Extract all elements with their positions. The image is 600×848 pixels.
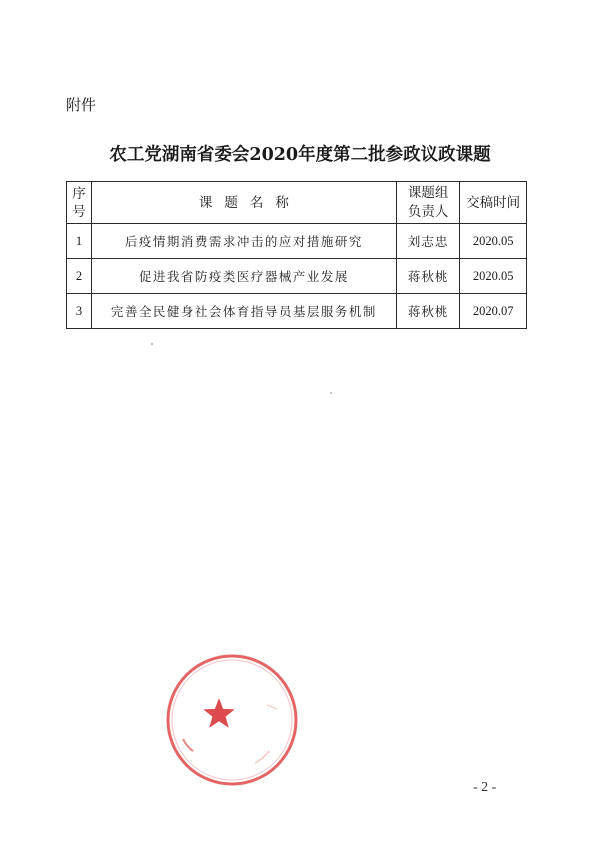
scan-speck bbox=[151, 343, 153, 345]
seal-inner-ring bbox=[172, 660, 292, 780]
official-seal bbox=[163, 651, 301, 789]
cell-owner: 蒋秋桃 bbox=[396, 259, 459, 294]
seal-arc-mark bbox=[255, 751, 269, 763]
header-no bbox=[67, 182, 92, 224]
header-no-text: 序号 bbox=[72, 185, 86, 220]
header-owner bbox=[396, 182, 459, 224]
topic-table bbox=[66, 181, 527, 329]
cell-no: 2 bbox=[67, 259, 92, 294]
table-row bbox=[67, 224, 527, 259]
document-title: 农工党湖南省委会2020年度第二批参政议政课题 bbox=[109, 145, 491, 165]
cell-owner: 刘志忠 bbox=[396, 224, 459, 259]
table-row bbox=[67, 259, 527, 294]
seal-ring bbox=[168, 656, 296, 784]
cell-title: 后疫情期消费需求冲击的应对措施研究 bbox=[91, 224, 396, 259]
header-owner-text: 课题组负责人 bbox=[407, 184, 449, 220]
cell-date: 2020.07 bbox=[460, 294, 527, 329]
cell-date: 2020.05 bbox=[460, 224, 527, 259]
cell-title: 促进我省防疫类医疗器械产业发展 bbox=[91, 259, 396, 294]
attachment-label: 附件 bbox=[66, 96, 97, 114]
cell-date: 2020.05 bbox=[460, 259, 527, 294]
seal-arc-mark bbox=[267, 705, 277, 709]
scan-speck bbox=[330, 392, 332, 394]
header-title: 课题名称 bbox=[91, 182, 396, 224]
page-number: - 2 - bbox=[473, 780, 497, 795]
cell-owner: 蒋秋桃 bbox=[396, 294, 459, 329]
cell-no: 1 bbox=[67, 224, 92, 259]
cell-no: 3 bbox=[67, 294, 92, 329]
table-row bbox=[67, 294, 527, 329]
seal-arc-mark bbox=[183, 739, 193, 751]
table-header-row bbox=[67, 182, 527, 224]
header-date: 交稿时间 bbox=[460, 182, 527, 224]
cell-title: 完善全民健身社会体育指导员基层服务机制 bbox=[91, 294, 396, 329]
star-icon bbox=[203, 698, 234, 728]
